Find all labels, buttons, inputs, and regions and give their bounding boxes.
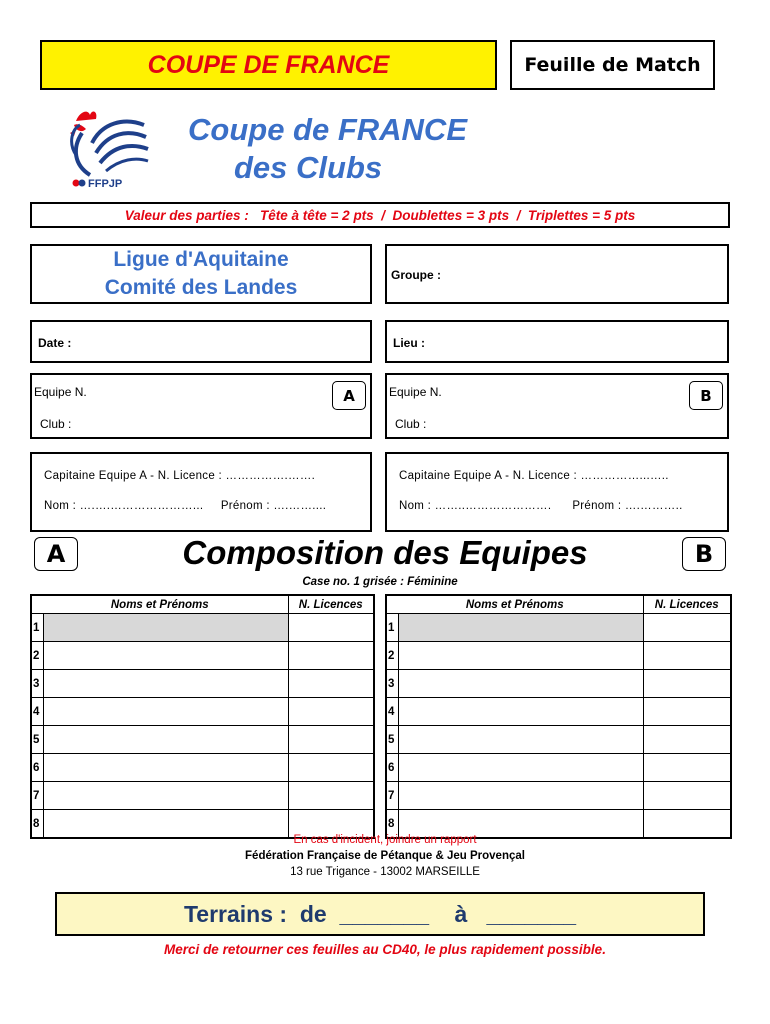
composition-note: Case no. 1 grisée : Féminine [302, 576, 458, 588]
groupe-label: Groupe : [391, 268, 441, 282]
row-number: 1 [386, 614, 398, 642]
col-header-licences: N. Licences [643, 595, 731, 614]
team-b-badge: B [689, 381, 723, 410]
composition-badge-a: A [34, 537, 78, 571]
licence-cell[interactable] [288, 754, 374, 782]
table-row [31, 698, 374, 726]
terrains-box[interactable] [55, 892, 705, 936]
player-name-cell[interactable] [398, 698, 643, 726]
table-row [386, 782, 731, 810]
svg-text:FFPJP: FFPJP [88, 178, 123, 190]
player-name-cell[interactable] [43, 670, 288, 698]
composition-badge-b: B [682, 537, 726, 571]
team-b-equipe-label: Equipe N. [389, 385, 442, 399]
player-name-cell[interactable] [43, 726, 288, 754]
player-name-cell[interactable] [398, 614, 643, 642]
ligue-line2: Comité des Landes [104, 276, 298, 299]
licence-cell[interactable] [643, 754, 731, 782]
ligue-box [30, 244, 372, 304]
table-header-row [386, 595, 731, 614]
row-number: 6 [31, 754, 43, 782]
table-row [31, 726, 374, 754]
player-name-cell[interactable] [43, 782, 288, 810]
licence-cell[interactable] [643, 698, 731, 726]
licence-cell[interactable] [288, 698, 374, 726]
licence-cell[interactable] [288, 642, 374, 670]
rooster-icon [62, 103, 154, 193]
player-name-cell[interactable] [43, 614, 288, 642]
table-row [386, 670, 731, 698]
header-subtitle-box [510, 40, 715, 90]
licence-cell[interactable] [643, 614, 731, 642]
team-b-info-box[interactable] [385, 373, 729, 439]
row-number: 8 [386, 810, 398, 839]
header-subtitle: Feuille de Match [524, 54, 701, 76]
row-number: 4 [386, 698, 398, 726]
licence-cell[interactable] [643, 782, 731, 810]
player-name-cell[interactable] [398, 670, 643, 698]
table-row [31, 670, 374, 698]
competition-title-line1: Coupe de FRANCE [188, 112, 467, 147]
ligue-line1: Ligue d'Aquitaine [113, 248, 289, 271]
row-number: 2 [31, 642, 43, 670]
licence-cell[interactable] [643, 670, 731, 698]
table-row [31, 642, 374, 670]
team-b-club-label: Club : [395, 417, 427, 431]
groupe-field[interactable] [385, 244, 729, 304]
incident-note: En cas d'incident, joindre un rapport [293, 834, 477, 846]
team-b-captain-name: Nom : ……..…………………. Prénom : ….……….. [399, 500, 683, 512]
team-a-captain-licence: Capitaine Equipe A - N. Licence : …………….……. [44, 470, 316, 482]
points-value-text: Valeur des parties : Tête à tête = 2 pts / Doublettes = 3 pts / Triplettes = 5 pts [124, 207, 636, 223]
licence-cell[interactable] [643, 726, 731, 754]
player-name-cell[interactable] [398, 782, 643, 810]
team-a-info-box[interactable] [30, 373, 372, 439]
team-b-captain-licence: Capitaine Equipe A - N. Licence : ……………...….. [399, 470, 669, 482]
player-name-cell[interactable] [43, 754, 288, 782]
player-name-cell[interactable] [43, 698, 288, 726]
col-header-names: Noms et Prénoms [31, 595, 288, 614]
team-a-equipe-label: Equipe N. [34, 385, 87, 399]
lieu-label: Lieu : [393, 336, 425, 350]
team-a-badge: A [332, 381, 366, 410]
team-b-captain-box[interactable] [385, 452, 729, 532]
header-title-box [40, 40, 497, 90]
licence-cell[interactable] [288, 614, 374, 642]
federation-name: Fédération Française de Pétanque & Jeu Provençal [245, 850, 525, 862]
row-number: 2 [386, 642, 398, 670]
team-a-captain-box[interactable] [30, 452, 372, 532]
row-number: 5 [31, 726, 43, 754]
table-row [386, 754, 731, 782]
team-b-roster-table [385, 594, 732, 839]
table-row [386, 642, 731, 670]
row-number: 6 [386, 754, 398, 782]
competition-title-line2: des Clubs [234, 150, 383, 185]
table-row [31, 782, 374, 810]
row-number: 8 [31, 810, 43, 839]
table-row [31, 754, 374, 782]
row-number: 3 [31, 670, 43, 698]
table-row [386, 614, 731, 642]
row-number: 3 [386, 670, 398, 698]
return-instructions: Merci de retourner ces feuilles au CD40, le plus rapidement possible. [164, 942, 606, 957]
date-label: Date : [38, 336, 72, 350]
points-value-banner [30, 202, 730, 228]
table-header-row [31, 595, 374, 614]
composition-title: Composition des Equipes [182, 534, 588, 571]
row-number: 7 [386, 782, 398, 810]
licence-cell[interactable] [288, 726, 374, 754]
col-header-licences: N. Licences [288, 595, 374, 614]
header-title: COUPE DE FRANCE [147, 50, 390, 79]
licence-cell[interactable] [643, 810, 731, 839]
team-a-captain-name: Nom : ….….…………………... Prénom : ….…….... [44, 500, 327, 512]
table-row [386, 698, 731, 726]
row-number: 7 [31, 782, 43, 810]
row-number: 4 [31, 698, 43, 726]
table-row [386, 726, 731, 754]
team-a-club-label: Club : [40, 417, 72, 431]
table-row [31, 614, 374, 642]
licence-cell[interactable] [288, 670, 374, 698]
lieu-field[interactable] [385, 320, 729, 363]
licence-cell[interactable] [643, 642, 731, 670]
player-name-cell[interactable] [398, 726, 643, 754]
licence-cell[interactable] [288, 782, 374, 810]
date-field[interactable] [30, 320, 372, 363]
row-number: 1 [31, 614, 43, 642]
player-name-cell[interactable] [398, 754, 643, 782]
federation-address: 13 rue Trigance - 13002 MARSEILLE [290, 866, 480, 878]
player-name-cell[interactable] [43, 642, 288, 670]
row-number: 5 [386, 726, 398, 754]
team-a-roster-table [30, 594, 375, 839]
col-header-names: Noms et Prénoms [386, 595, 643, 614]
ffpjp-logo [62, 103, 154, 193]
terrains-text: Terrains : de _______ à _______ [183, 900, 577, 927]
player-name-cell[interactable] [398, 642, 643, 670]
